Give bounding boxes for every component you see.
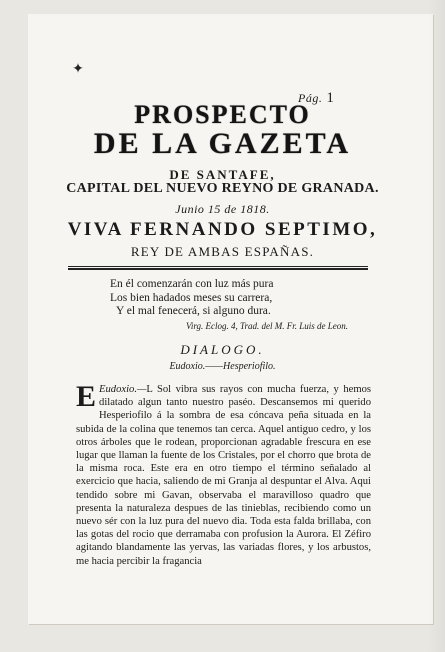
page-label: Pág. [298,91,323,105]
body-paragraph: L Sol vibra sus rayos con mucha fuerza, y hemos dilatado algun tanto nuestro paséo. Descansemos mi querido Hesperiofilo á la sombra de esa cóncava peña situada en la subida de la colina que tenemos tan cerca. Aquel antiguo cedro, y los otros árboles que le rodean, proporcionan agradable frescura en ese lugar que llaman la fuente de los Cristales, por el chorro que brota de la misma roca. Este era en otro tiempo el término señalado al exercicio que hacia, saliendo de mi Granja al despuntar el Alva. Aqui tendido sobre mi Gavan, observaba el maravilloso quadro que presenta la naturaleza despues de las tinieblas, recibiendo como un nuevo sér con la luz pura del nuevo dia. Toda esta falda brillaba, con las gotas del rocio que derramaba con profusion la Aurora. El Zéfiro agitando blandamente las yervas, las variadas flores, y los arbustos, me hacia percibir la fragancia [76,384,371,567]
title-line-1: PROSPECTO [134,100,311,129]
subtitle-line-2: CAPITAL DEL NUEVO REYNO DE GRANADA. [66,181,379,196]
drop-cap: E [76,380,97,413]
acclamation: VIVA FERNANDO SEPTIMO, [67,219,378,240]
issue-date: Junio 15 de 1818. [175,202,270,216]
subtitle-line-1: DE SANTAFE, [169,167,276,182]
page-edge-shadow [427,0,445,652]
epigraph-verse: Los bien hadados meses su carrera, [110,291,273,304]
epigraph-verses [110,278,370,319]
printer-mark-icon: ✦ [72,62,84,77]
acclamation-sub: REY DE AMBAS ESPAÑAS. [130,244,315,259]
divider-thin [68,266,368,267]
divider-thick [68,268,368,270]
epigraph-citation: Virg. Eclog. 4, Trad. del M. Fr. Luis de Leon. [186,321,348,331]
epigraph-verse: Y el mal fenecerá, si alguno dura. [116,305,271,317]
epigraph-verse: En él comenzarán con luz más pura [110,278,274,290]
body-text [76,380,371,568]
speaker-name: Eudoxio.— [99,384,147,395]
section-heading: DIALOGO. [180,342,265,357]
dialogue-speakers: Eudoxio.——Hesperiofilo. [169,361,276,372]
title-line-2: DE LA GAZETA [93,127,352,160]
page-number-value: 1 [326,90,335,106]
